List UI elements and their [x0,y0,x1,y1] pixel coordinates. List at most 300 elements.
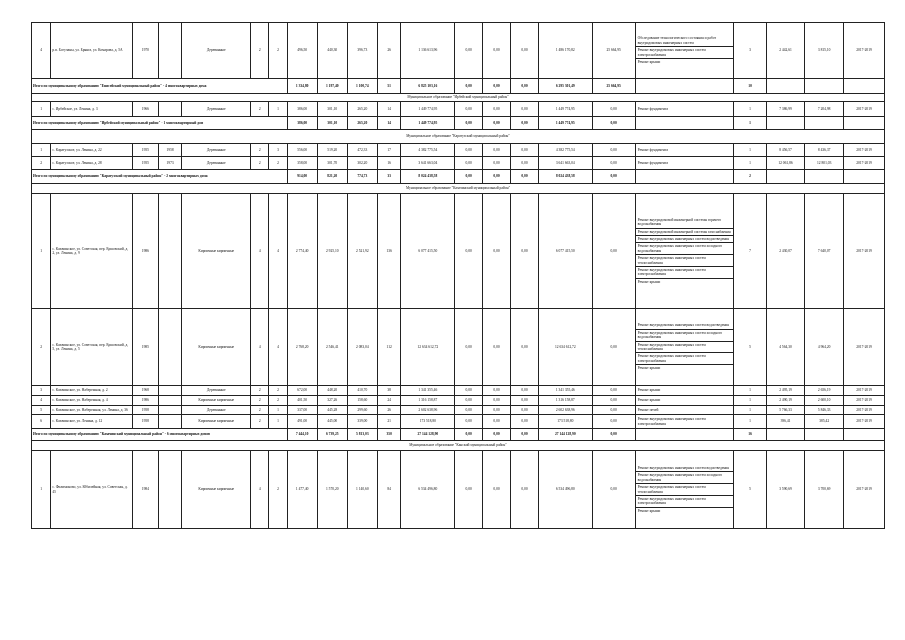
value-total: 1 341 355,46 [401,386,455,396]
value-f3: 0,00 [511,157,539,170]
work-types [635,451,734,529]
total-total: 1 449 774,95 [401,117,455,130]
section-title: Муниципальное образование "Ирбейский муниципальный район" [32,94,885,102]
table-row [32,144,885,157]
value-spec: 0,00 [592,194,635,309]
address: р.п. Богучаны, ул. Брянга, ул. Комарова, д. 5А [51,23,133,79]
row-number: 2 [32,157,51,170]
value-a: 672,00 [287,386,317,396]
total-f3: 0,00 [511,117,539,130]
value-c: 396,73 [347,23,377,79]
value-b: 445,28 [317,406,347,415]
entrances: 4 [269,309,287,386]
total-years [844,429,885,441]
total-f2: 0,00 [483,117,511,130]
value-f2: 0,00 [483,406,511,415]
repair-years: 2017-2019 [844,406,885,415]
value-f1: 0,00 [455,451,483,529]
value-spec: 0,00 [592,386,635,396]
table-row [32,451,885,529]
unit-cost: 3 590,69 [766,451,805,529]
work-types [635,157,734,170]
work-count: 1 [734,102,766,117]
work-count: 1 [734,415,766,429]
value-f2: 0,00 [483,102,511,117]
wall-material: Деревянные [182,157,251,170]
year-reconstruction: 1973 [158,157,182,170]
work-item: Ремонт крыши [637,508,661,513]
value-total: 12 634 612,72 [401,309,455,386]
total-c: 774,73 [347,170,377,184]
work-item: Ремонт крыши [637,388,661,393]
total-f2: 0,00 [483,170,511,184]
table-row [32,102,885,117]
value-a: 2 774,40 [287,194,317,309]
total-f2: 0,00 [483,79,511,94]
wall-material: Деревянные [182,386,251,396]
total-count: 16 [734,429,766,441]
value-b: 519,20 [317,144,347,157]
work-item: Ремонт внутридомовых инженерных систем водоотведения [636,322,734,329]
year-reconstruction [158,386,182,396]
value-c: 2 083,04 [347,309,377,386]
work-item: Ремонт внутридомовых инженерных систем теплоснабжения [636,484,734,496]
total-f1: 0,00 [455,79,483,94]
value-f3: 0,00 [511,451,539,529]
value-c: 410,70 [347,386,377,396]
section-row [32,441,885,451]
row-number: 1 [32,451,51,529]
value-b: 440,30 [317,23,347,79]
entrances: 3 [269,144,287,157]
work-item: Обследование технологического состояния и работ внутридомовых инженерных систем [636,35,734,47]
row-number: 4 [32,396,51,406]
total-years [844,79,885,94]
work-types [635,406,734,415]
value-b: 2 546,41 [317,309,347,386]
year-built: 1966 [132,102,158,117]
year-reconstruction [158,23,182,79]
value-f3: 0,00 [511,406,539,415]
total-p: 33 [377,170,401,184]
total-p: 14 [377,117,401,130]
section-title: Муниципальное образование "Казачинский муниципальный район" [32,184,885,194]
total-u2 [805,117,844,130]
value-b: 448,20 [317,386,347,396]
work-count: 1 [734,144,766,157]
value-f3: 0,00 [511,396,539,406]
row-number: 1 [32,102,51,117]
max-unit-cost: 5 846,33 [805,406,844,415]
year-reconstruction [158,415,182,429]
work-item: Ремонт крыши [637,366,661,371]
value-spec: 0,00 [592,144,635,157]
value-total: 1 449 774,95 [401,102,455,117]
work-count: 5 [734,451,766,529]
unit-cost: 4 564,30 [766,309,805,386]
year-reconstruction [158,406,182,415]
total-f1: 0,00 [455,429,483,441]
work-item: Ремонт внутридомовой инженерной системы горячего водоснабжения [636,217,734,229]
value-f3: 0,00 [511,309,539,386]
entrances: 1 [269,406,287,415]
year-reconstruction [158,396,182,406]
floors: 2 [251,144,269,157]
work-item: Ремонт внутридомовых инженерных систем водоотведения [636,465,734,472]
total-f1: 0,00 [455,170,483,184]
value-c: 472,33 [347,144,377,157]
work-item: Ремонт печей [637,407,659,412]
unit-cost: 8 456,57 [766,144,805,157]
work-types [635,102,734,117]
total-b: 821,20 [317,170,347,184]
floors: 4 [251,194,269,309]
repair-years: 2017-2019 [844,194,885,309]
value-c: 339,00 [347,415,377,429]
section-row [32,130,885,144]
value-p: 17 [377,144,401,157]
work-types [635,415,734,429]
value-b: 301,70 [317,157,347,170]
value-total: 4 382 775,54 [401,144,455,157]
value-total: 6 534 496,80 [401,451,455,529]
work-types [635,23,734,79]
work-item: Ремонт внутридомовых инженерных систем электроснабжения [637,417,706,426]
table-row [32,415,885,429]
total-total: 8 024 438,58 [401,170,455,184]
entrances: 2 [269,157,287,170]
value-p: 26 [377,406,401,415]
value-a: 337,00 [287,406,317,415]
year-reconstruction [158,309,182,386]
value-c: 2 521,92 [347,194,377,309]
repair-years: 2017-2019 [844,309,885,386]
work-count: 3 [734,23,766,79]
value-b: 1 570,20 [317,451,347,529]
total-f2: 0,00 [483,429,511,441]
work-count: 1 [734,386,766,396]
value-own: 1 449 774,95 [538,102,592,117]
value-spec: 0,00 [592,396,635,406]
value-a: 556,00 [287,144,317,157]
value-f1: 0,00 [455,386,483,396]
total-f3: 0,00 [511,429,539,441]
unit-cost: 12 061,86 [766,157,805,170]
total-p: 350 [377,429,401,441]
wall-material: Кирпичные кирпичные [182,415,251,429]
value-total: 1 136 613,96 [401,23,455,79]
value-own: 2 602 638,96 [538,406,592,415]
entrances: 2 [269,386,287,396]
total-f3: 0,00 [511,170,539,184]
address: с. Филимоново, ул. Юбилейная, ул. Советская, д. 45 [51,451,133,529]
value-f3: 0,00 [511,102,539,117]
value-c: 158,60 [347,396,377,406]
year-built: 1955 [132,144,158,157]
work-count: 1 [734,406,766,415]
total-a: 914,00 [287,170,317,184]
table-row [32,386,885,396]
row-number: 1 [32,194,51,309]
table-row [32,23,885,79]
value-f1: 0,00 [455,396,483,406]
work-item: Ремонт внутридомовых инженерных систем электроснабжения [636,353,734,365]
total-a: 1 334,80 [287,79,317,94]
value-p: 21 [377,415,401,429]
floors: 2 [251,396,269,406]
value-p: 38 [377,386,401,396]
work-item: Ремонт внутридомовых инженерных систем теплоснабжения [636,342,734,354]
value-f2: 0,00 [483,144,511,157]
total-b: 6 739,25 [317,429,347,441]
total-label: Итого по муниципальному образованию "Енисейский муниципальный район" - 4 многоквартирных дома [32,79,288,94]
max-unit-cost: 12 801,03 [805,157,844,170]
year-built: 1970 [132,23,158,79]
total-label: Итого по муниципальному образованию "Ирбейский муниципальный район" - 1 многоквартирный дом [32,117,288,130]
unit-cost: 5 766,33 [766,406,805,415]
wall-material: Кирпичные кирпичные [182,194,251,309]
repair-years: 2017-2019 [844,451,885,529]
value-own: 1 341 355,46 [538,386,592,396]
total-works [635,117,734,130]
total-row [32,117,885,130]
max-unit-cost: 3 700,69 [805,451,844,529]
wall-material: Кирпичные кирпичные [182,451,251,529]
work-item: Ремонт внутридомовых инженерных систем холодного водоснабжения [636,243,734,255]
total-count: 1 [734,117,766,130]
section-row [32,94,885,102]
entrances: 2 [269,396,287,406]
value-p: 112 [377,309,401,386]
value-f1: 0,00 [455,309,483,386]
value-b: 2 925,10 [317,194,347,309]
table-row [32,406,885,415]
floors: 4 [251,309,269,386]
value-a: 2 768,20 [287,309,317,386]
work-item: Ремонт крыши [637,60,661,65]
address: с. Казачинское, ул. Набережная, д. 4 [51,396,133,406]
value-own: 1 316 158,87 [538,396,592,406]
value-spec: 0,00 [592,157,635,170]
total-c: 265,20 [347,117,377,130]
total-row [32,170,885,184]
total-b: 1 197,40 [317,79,347,94]
total-spec: 0,00 [592,170,635,184]
value-a: 491,00 [287,415,317,429]
unit-cost: 2 490,19 [766,396,805,406]
value-f3: 0,00 [511,386,539,396]
address: с. Ирбейское, ул. Ленина, д. 3 [51,102,133,117]
address: с. Казачинское, ул. Ленина, д. 12 [51,415,133,429]
total-row [32,79,885,94]
wall-material: Деревянные [182,406,251,415]
max-unit-cost: 7 204,98 [805,102,844,117]
value-f2: 0,00 [483,194,511,309]
address: с. Казачинское, ул. Советская, пер. Ершовский, д. 5, ул. Ленина, д. 5 [51,309,133,386]
value-total: 1 316 158,87 [401,396,455,406]
unit-cost: 396,41 [766,415,805,429]
total-c: 5 813,03 [347,429,377,441]
wall-material: Деревянные [182,144,251,157]
value-total: 2 602 638,96 [401,406,455,415]
value-f2: 0,00 [483,23,511,79]
year-built: 1985 [132,309,158,386]
floors: 4 [251,451,269,529]
section-row [32,184,885,194]
value-p: 84 [377,451,401,529]
total-c: 1 100,74 [347,79,377,94]
work-item: Ремонт внутридомовых инженерных систем водоотведения [636,236,734,243]
capital-repair-table [31,22,885,529]
max-unit-cost: 8 436,37 [805,144,844,157]
row-number: 5 [32,406,51,415]
value-a: 496,50 [287,23,317,79]
max-unit-cost: 3 815,10 [805,23,844,79]
total-u2 [805,429,844,441]
value-f1: 0,00 [455,406,483,415]
max-unit-cost: 7 640,07 [805,194,844,309]
total-u1 [766,429,805,441]
value-own: 6 077 415,50 [538,194,592,309]
value-f1: 0,00 [455,194,483,309]
floors: 2 [251,23,269,79]
value-p: 24 [377,396,401,406]
floors: 2 [251,406,269,415]
wall-material: Деревянные [182,102,251,117]
year-built: 1955 [132,157,158,170]
work-item: Ремонт внутридомовых инженерных систем холодного водоснабжения [636,472,734,484]
total-label: Итого по муниципальному образованию "Казачинский муниципальный район" - 6 многоквартирных домов [32,429,288,441]
work-types [635,309,734,386]
work-count: 1 [734,157,766,170]
total-f1: 0,00 [455,117,483,130]
value-own: 3 641 663,04 [538,157,592,170]
work-types [635,396,734,406]
value-f2: 0,00 [483,415,511,429]
value-f1: 0,00 [455,23,483,79]
unit-cost: 2 442,61 [766,23,805,79]
total-a: 7 444,10 [287,429,317,441]
value-spec: 0,00 [592,451,635,529]
value-p: 26 [377,23,401,79]
work-item: Ремонт фундамента [637,147,669,152]
floors: 2 [251,415,269,429]
value-spec: 0,00 [592,415,635,429]
work-item: Ремонт крыши [637,398,661,403]
value-f3: 0,00 [511,415,539,429]
total-works [635,79,734,94]
work-item: Ремонт внутридомовых инженерных систем электроснабжения [636,267,734,279]
value-f2: 0,00 [483,396,511,406]
value-own: 4 382 775,54 [538,144,592,157]
row-number: 3 [32,386,51,396]
work-item: Ремонт внутридомовых инженерных систем электроснабжения [636,47,734,59]
entrances: 4 [269,194,287,309]
work-types [635,144,734,157]
unit-cost: 2 495,19 [766,386,805,396]
value-own: 12 634 612,72 [538,309,592,386]
value-b: 445,00 [317,415,347,429]
year-built: 1968 [132,386,158,396]
value-p: 14 [377,102,401,117]
value-a: 1 477,40 [287,451,317,529]
total-spec: 25 664,95 [592,79,635,94]
year-built: 1958 [132,406,158,415]
value-b: 301,10 [317,102,347,117]
value-c: 299,60 [347,406,377,415]
total-own: 8 024 438,58 [538,170,592,184]
table-row [32,194,885,309]
work-item: Ремонт внутридомовых инженерных систем электроснабжения [636,496,734,508]
year-built: 1958 [132,415,158,429]
total-u1 [766,79,805,94]
value-spec: 25 664,95 [592,23,635,79]
row-number: 4 [32,23,51,79]
value-b: 327,26 [317,396,347,406]
work-count: 1 [734,396,766,406]
unit-cost: 7 386,99 [766,102,805,117]
repair-years: 2017-2019 [844,386,885,396]
table-row [32,396,885,406]
repair-years: 2017-2019 [844,157,885,170]
value-f1: 0,00 [455,157,483,170]
value-total: 173 518,80 [401,415,455,429]
work-types [635,194,734,309]
address: с. Каратузское, ул. Ленина, д. 28 [51,157,133,170]
total-a: 386,00 [287,117,317,130]
total-u2 [805,170,844,184]
value-f2: 0,00 [483,157,511,170]
repair-years: 2017-2019 [844,102,885,117]
repair-years: 2017-2019 [844,396,885,406]
row-number: 2 [32,309,51,386]
value-f1: 0,00 [455,415,483,429]
total-f3: 0,00 [511,79,539,94]
year-reconstruction [158,102,182,117]
value-p: 136 [377,194,401,309]
total-own: 27 144 128,90 [538,429,592,441]
total-total: 27 144 128,90 [401,429,455,441]
value-total: 3 641 663,04 [401,157,455,170]
total-u2 [805,79,844,94]
total-works [635,170,734,184]
entrances: 1 [269,102,287,117]
total-count: 10 [734,79,766,94]
value-spec: 0,00 [592,102,635,117]
total-u1 [766,170,805,184]
value-f1: 0,00 [455,102,483,117]
value-f3: 0,00 [511,144,539,157]
entrances: 1 [269,415,287,429]
total-u1 [766,117,805,130]
total-spec: 0,00 [592,429,635,441]
address: с. Казачинское, ул. Набережная, д. 2 [51,386,133,396]
max-unit-cost: 2 656,19 [805,386,844,396]
work-count: 7 [734,194,766,309]
row-number: 6 [32,415,51,429]
address: с. Казачинское, ул. Советская, пер. Ершовский, д. 2, ул. Ленина, д. 9 [51,194,133,309]
max-unit-cost: 4 964,20 [805,309,844,386]
max-unit-cost: 2 600,10 [805,396,844,406]
unit-cost: 2 430,07 [766,194,805,309]
entrances: 2 [269,451,287,529]
value-a: 401,50 [287,396,317,406]
total-label: Итого по муниципальному образованию "Каратузский муниципальный район" - 2 многоквартирных дома [32,170,288,184]
total-years [844,117,885,130]
year-built: 1986 [132,396,158,406]
section-title: Муниципальное образование "Каратузский муниципальный район" [32,130,885,144]
repair-years: 2017-2019 [844,415,885,429]
